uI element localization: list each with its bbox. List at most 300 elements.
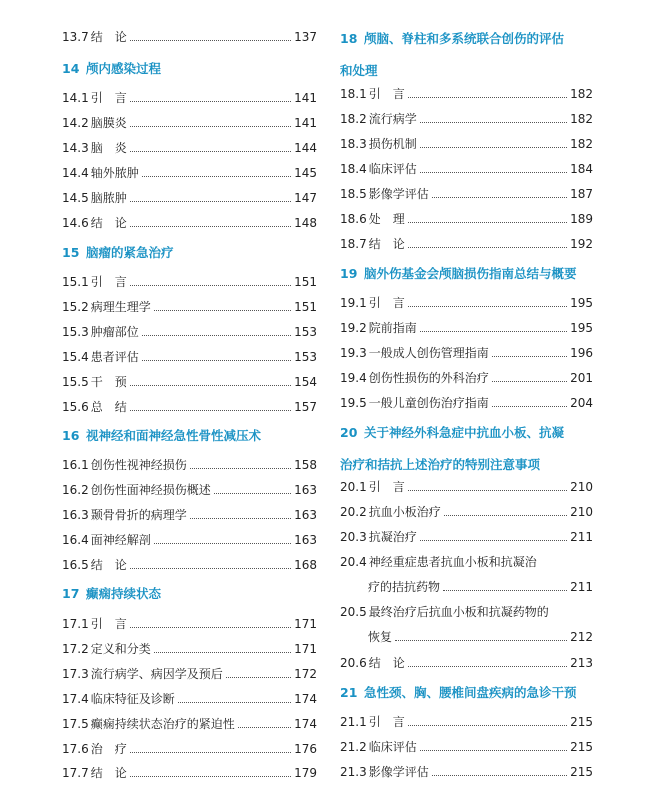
toc-entry-line (340, 159, 593, 179)
section-number: 14.6 (62, 216, 89, 230)
page-number: 211 (570, 580, 593, 594)
toc-entry-line (340, 552, 593, 572)
chapter-number: 18 (340, 31, 358, 46)
section-title: 引 言 (90, 275, 127, 289)
section-number: 18.3 (340, 137, 367, 151)
page-number: 171 (294, 642, 317, 656)
section-number: 20.6 (340, 656, 367, 670)
toc-entry[interactable] (62, 505, 317, 525)
toc-entry[interactable] (340, 653, 593, 673)
chapter-title: 颅脑、脊柱和多系统联合创伤的评估 (364, 31, 565, 46)
toc-entry[interactable] (62, 322, 317, 342)
dot-leader (130, 385, 291, 386)
section-number: 17.6 (62, 742, 89, 756)
dot-leader (432, 197, 567, 198)
toc-entry[interactable] (340, 184, 593, 204)
dot-leader (443, 590, 567, 591)
page-number: 137 (294, 30, 317, 44)
section-title: 脑 炎 (90, 141, 127, 155)
dot-leader (226, 677, 291, 678)
section-number: 14.2 (62, 116, 89, 130)
toc-entry[interactable] (62, 272, 317, 292)
toc-entry-line (62, 163, 317, 183)
toc-entry-line (340, 84, 593, 104)
section-title: 治 疗 (90, 742, 127, 756)
toc-entry[interactable] (62, 397, 317, 417)
section-number: 18.2 (340, 112, 367, 126)
page-number: 210 (570, 480, 593, 494)
toc-entry[interactable] (62, 213, 317, 233)
section-number: 17.4 (62, 692, 89, 706)
toc-entry[interactable] (340, 84, 593, 104)
dot-leader (408, 490, 567, 491)
section-number: 16.3 (62, 508, 89, 522)
page-number: 211 (570, 530, 593, 544)
page-number: 215 (570, 765, 593, 779)
dot-leader (432, 775, 567, 776)
page-number: 189 (570, 212, 593, 226)
section-number: 18.1 (340, 87, 367, 101)
chapter-heading-line (62, 581, 317, 607)
section-number: 15.2 (62, 300, 89, 314)
dot-leader (420, 540, 567, 541)
toc-entry-line (340, 762, 593, 782)
page-number: 163 (294, 533, 317, 547)
section-title: 处 理 (368, 212, 405, 226)
section-title: 肿瘤部位 (90, 325, 139, 339)
dot-leader (130, 201, 291, 202)
toc-chapter-heading[interactable] (340, 420, 593, 478)
dot-leader (420, 122, 567, 123)
dot-leader (178, 702, 291, 703)
dot-leader (492, 381, 567, 382)
dot-leader (420, 172, 567, 173)
toc-entry[interactable] (62, 639, 317, 659)
chapter-title: 颅内感染过程 (86, 61, 162, 76)
dot-leader (408, 666, 567, 667)
page-number: 213 (570, 656, 593, 670)
page-number: 163 (294, 508, 317, 522)
section-number: 18.7 (340, 237, 367, 251)
page-number: 174 (294, 692, 317, 706)
section-number: 14.1 (62, 91, 89, 105)
page-number: 184 (570, 162, 593, 176)
toc-entry[interactable] (62, 530, 317, 550)
chapter-heading-line (340, 680, 593, 706)
chapter-heading-line (62, 423, 317, 449)
toc-entry[interactable] (340, 159, 593, 179)
chapter-number: 15 (62, 245, 80, 260)
toc-entry[interactable] (62, 555, 317, 575)
page-number: 176 (294, 742, 317, 756)
section-number: 15.6 (62, 400, 89, 414)
page-number: 153 (294, 350, 317, 364)
toc-entry-line (62, 739, 317, 759)
page-number: 174 (294, 717, 317, 731)
toc-entry-line (62, 347, 317, 367)
page-number: 151 (294, 300, 317, 314)
toc-entry[interactable] (62, 480, 317, 500)
dot-leader (190, 518, 291, 519)
toc-entry[interactable] (340, 737, 593, 757)
chapter-title: 脑外伤基金会颅脑损伤指南总结与概要 (364, 266, 577, 281)
toc-entry-line (62, 138, 317, 158)
chapter-number: 14 (62, 61, 80, 76)
dot-leader (420, 147, 567, 148)
chapter-heading-line (340, 452, 593, 478)
toc-entry[interactable] (62, 739, 317, 759)
dot-leader (142, 176, 291, 177)
section-number: 18.4 (340, 162, 367, 176)
chapter-title: 脑瘤的紧急治疗 (86, 245, 174, 260)
page-number: 179 (294, 766, 317, 780)
section-title: 面神经解剖 (90, 533, 151, 547)
page-number: 153 (294, 325, 317, 339)
section-title: 引 言 (368, 715, 405, 729)
toc-entry-line (340, 209, 593, 229)
page-number: 212 (570, 630, 593, 644)
toc-chapter-heading[interactable] (62, 240, 317, 266)
toc-chapter-heading[interactable] (62, 56, 317, 82)
chapter-title-continued: 和处理 (340, 63, 378, 78)
dot-leader (142, 360, 291, 361)
section-title: 损伤机制 (368, 137, 417, 151)
toc-entry-line (340, 393, 593, 413)
toc-entry[interactable] (340, 318, 593, 338)
dot-leader (444, 515, 567, 516)
section-title: 抗血小板治疗 (368, 505, 441, 519)
section-title: 一般成人创伤管理指南 (368, 346, 489, 360)
toc-entry[interactable] (62, 347, 317, 367)
dot-leader (130, 151, 291, 152)
toc-entry[interactable] (340, 762, 593, 782)
toc-chapter-heading[interactable] (340, 261, 593, 287)
dot-leader (130, 410, 291, 411)
section-title: 结 论 (90, 558, 127, 572)
dot-leader (420, 750, 567, 751)
toc-entry[interactable] (340, 552, 593, 597)
toc-entry[interactable] (62, 188, 317, 208)
page-number: 145 (294, 166, 317, 180)
chapter-heading-line (340, 261, 593, 287)
toc-entry[interactable] (340, 234, 593, 254)
section-title: 定义和分类 (90, 642, 151, 656)
section-number: 16.5 (62, 558, 89, 572)
section-title-continued: 疗的拮抗药物 (368, 580, 441, 594)
toc-entry[interactable] (62, 763, 317, 783)
dot-leader (130, 226, 291, 227)
toc-entry-line (62, 505, 317, 525)
chapter-title: 视神经和面神经急性骨性减压术 (86, 428, 262, 443)
toc-entry-line (62, 480, 317, 500)
page-number: 192 (570, 237, 593, 251)
toc-entry[interactable] (340, 209, 593, 229)
page-number: 163 (294, 483, 317, 497)
dot-leader (130, 101, 291, 102)
page-number: 195 (570, 321, 593, 335)
dot-leader (130, 285, 291, 286)
page-number: 141 (294, 116, 317, 130)
toc-chapter-heading[interactable] (340, 26, 593, 84)
toc-entry-line (62, 555, 317, 575)
section-number: 18.6 (340, 212, 367, 226)
page-number: 147 (294, 191, 317, 205)
dot-leader (238, 727, 291, 728)
chapter-heading-line (62, 240, 317, 266)
section-number: 15.3 (62, 325, 89, 339)
section-number: 19.5 (340, 396, 367, 410)
page-number: 158 (294, 458, 317, 472)
toc-entry[interactable] (340, 109, 593, 129)
section-title: 临床特征及诊断 (90, 692, 175, 706)
section-number: 15.4 (62, 350, 89, 364)
chapter-heading-line (62, 56, 317, 82)
toc-entry-line (340, 653, 593, 673)
section-number: 20.2 (340, 505, 367, 519)
dot-leader (142, 335, 291, 336)
section-number: 21.3 (340, 765, 367, 779)
dot-leader (408, 97, 567, 98)
dot-leader (130, 752, 291, 753)
section-number: 19.3 (340, 346, 367, 360)
section-title: 引 言 (368, 87, 405, 101)
chapter-number: 19 (340, 266, 358, 281)
chapter-title: 癫痫持续状态 (86, 586, 162, 601)
toc-entry[interactable] (340, 712, 593, 732)
toc-entry[interactable] (62, 297, 317, 317)
chapter-heading-line (340, 58, 593, 84)
page-number: 196 (570, 346, 593, 360)
page-number: 141 (294, 91, 317, 105)
toc-entry-line (62, 113, 317, 133)
page-number: 201 (570, 371, 593, 385)
section-number: 17.2 (62, 642, 89, 656)
page-number: 171 (294, 617, 317, 631)
page-number: 144 (294, 141, 317, 155)
toc-entry[interactable] (340, 368, 593, 388)
section-title: 结 论 (368, 237, 405, 251)
section-number: 20.4 (340, 555, 367, 569)
section-title: 轴外脓肿 (90, 166, 139, 180)
section-number: 21.2 (340, 740, 367, 754)
chapter-heading-line (340, 26, 593, 52)
dot-leader (492, 406, 567, 407)
section-title: 患者评估 (90, 350, 139, 364)
dot-leader (214, 493, 291, 494)
chapter-number: 21 (340, 685, 358, 700)
toc-entry-line (340, 737, 593, 757)
toc-entry-line (62, 714, 317, 734)
toc-entry-line (340, 602, 593, 622)
section-title: 临床评估 (368, 162, 417, 176)
toc-entry[interactable] (62, 614, 317, 634)
section-title: 癫痫持续状态治疗的紧迫性 (90, 717, 235, 731)
toc-entry-line (62, 88, 317, 108)
toc-entry-line (62, 639, 317, 659)
toc-chapter-heading[interactable] (62, 423, 317, 449)
section-title: 一般儿童创伤治疗指南 (368, 396, 489, 410)
toc-entry[interactable] (340, 502, 593, 522)
section-number: 17.3 (62, 667, 89, 681)
section-title-continued: 恢复 (368, 630, 393, 644)
toc-entry-line (340, 293, 593, 313)
section-title: 结 论 (90, 216, 127, 230)
toc-entry-line (340, 184, 593, 204)
chapter-title: 急性颈、胸、腰椎间盘疾病的急诊干预 (364, 685, 577, 700)
toc-entry-line (340, 527, 593, 547)
toc-entry-line (340, 502, 593, 522)
dot-leader (408, 247, 567, 248)
section-number: 16.2 (62, 483, 89, 497)
section-title: 神经重症患者抗血小板和抗凝治 (368, 555, 537, 569)
toc-entry[interactable] (62, 689, 317, 709)
section-number: 14.5 (62, 191, 89, 205)
toc-entry-line (62, 530, 317, 550)
section-title: 创伤性视神经损伤 (90, 458, 187, 472)
dot-leader (130, 126, 291, 127)
toc-entry[interactable] (62, 88, 317, 108)
section-title: 干 预 (90, 375, 127, 389)
toc-chapter-heading[interactable] (340, 680, 593, 706)
toc-entry-line (62, 27, 317, 47)
section-number: 14.4 (62, 166, 89, 180)
chapter-title-continued: 治疗和拮抗上述治疗的特别注意事项 (340, 457, 541, 472)
section-title: 引 言 (368, 480, 405, 494)
section-title: 结 论 (368, 656, 405, 670)
toc-entry-line (62, 297, 317, 317)
toc-entry-line (62, 397, 317, 417)
chapter-number: 16 (62, 428, 80, 443)
toc-entry[interactable] (340, 343, 593, 363)
section-number: 17.1 (62, 617, 89, 631)
page-number: 204 (570, 396, 593, 410)
chapter-heading-line (340, 420, 593, 446)
section-number: 20.3 (340, 530, 367, 544)
page-number: 168 (294, 558, 317, 572)
toc-entry[interactable] (340, 527, 593, 547)
toc-chapter-heading[interactable] (62, 581, 317, 607)
section-title: 流行病学、病因学及预后 (90, 667, 223, 681)
toc-entry-line (340, 134, 593, 154)
dot-leader (154, 652, 291, 653)
dot-leader (408, 725, 567, 726)
section-title: 创伤性面神经损伤概述 (90, 483, 211, 497)
dot-leader (420, 331, 567, 332)
section-number: 17.5 (62, 717, 89, 731)
toc-entry-line (340, 318, 593, 338)
section-title: 结 论 (90, 766, 127, 780)
section-title: 脑膜炎 (90, 116, 127, 130)
dot-leader (130, 568, 291, 569)
toc-entry-line (340, 343, 593, 363)
toc-entry[interactable] (62, 138, 317, 158)
dot-leader (154, 543, 291, 544)
chapter-title: 关于神经外科急症中抗血小板、抗凝 (364, 425, 565, 440)
section-title: 流行病学 (368, 112, 417, 126)
dot-leader (395, 640, 567, 641)
section-title: 引 言 (368, 296, 405, 310)
section-title: 创伤性损伤的外科治疗 (368, 371, 489, 385)
page-number: 151 (294, 275, 317, 289)
section-number: 19.1 (340, 296, 367, 310)
toc-entry[interactable] (340, 477, 593, 497)
page-number: 157 (294, 400, 317, 414)
section-title: 院前指南 (368, 321, 417, 335)
section-title: 抗凝治疗 (368, 530, 417, 544)
toc-entry[interactable] (62, 664, 317, 684)
toc-entry-line (62, 689, 317, 709)
toc-entry-line (62, 614, 317, 634)
section-number: 19.2 (340, 321, 367, 335)
page-number: 215 (570, 740, 593, 754)
toc-entry-line (62, 372, 317, 392)
section-number: 21.1 (340, 715, 367, 729)
toc-entry-line (62, 763, 317, 783)
page-number: 210 (570, 505, 593, 519)
toc-entry[interactable] (62, 113, 317, 133)
dot-leader (154, 310, 291, 311)
chapter-number: 20 (340, 425, 358, 440)
section-title: 影像学评估 (368, 765, 429, 779)
section-title: 临床评估 (368, 740, 417, 754)
dot-leader (190, 468, 291, 469)
section-number: 18.5 (340, 187, 367, 201)
page-number: 182 (570, 112, 593, 126)
section-title: 结 论 (90, 30, 127, 44)
section-number: 15.1 (62, 275, 89, 289)
toc-entry[interactable] (340, 293, 593, 313)
toc-entry-line (340, 109, 593, 129)
page-number: 182 (570, 87, 593, 101)
section-number: 16.4 (62, 533, 89, 547)
toc-entry-line (340, 577, 593, 597)
toc-entry[interactable] (62, 714, 317, 734)
toc-entry-line (340, 368, 593, 388)
toc-entry[interactable] (340, 393, 593, 413)
dot-leader (130, 40, 291, 41)
page-number: 195 (570, 296, 593, 310)
toc-entry-line (62, 455, 317, 475)
toc-entry[interactable] (62, 163, 317, 183)
section-number: 17.7 (62, 766, 89, 780)
dot-leader (408, 306, 567, 307)
toc-entry[interactable] (62, 455, 317, 475)
section-title: 病理生理学 (90, 300, 151, 314)
toc-entry[interactable] (62, 372, 317, 392)
chapter-number: 17 (62, 586, 80, 601)
toc-entry[interactable] (340, 134, 593, 154)
section-title: 引 言 (90, 617, 127, 631)
toc-entry-line (62, 664, 317, 684)
dot-leader (130, 776, 291, 777)
toc-entry-line (62, 213, 317, 233)
section-number: 14.3 (62, 141, 89, 155)
section-title: 引 言 (90, 91, 127, 105)
toc-entry-line (340, 712, 593, 732)
section-title: 总 结 (90, 400, 127, 414)
toc-entry-line (340, 627, 593, 647)
page-number: 148 (294, 216, 317, 230)
toc-entry-line (62, 322, 317, 342)
section-number: 20.5 (340, 605, 367, 619)
section-number: 16.1 (62, 458, 89, 472)
page-number: 182 (570, 137, 593, 151)
toc-entry[interactable] (340, 602, 593, 647)
section-number: 19.4 (340, 371, 367, 385)
dot-leader (408, 222, 567, 223)
toc-entry[interactable] (62, 27, 317, 47)
section-title: 最终治疗后抗血小板和抗凝药物的 (368, 605, 549, 619)
